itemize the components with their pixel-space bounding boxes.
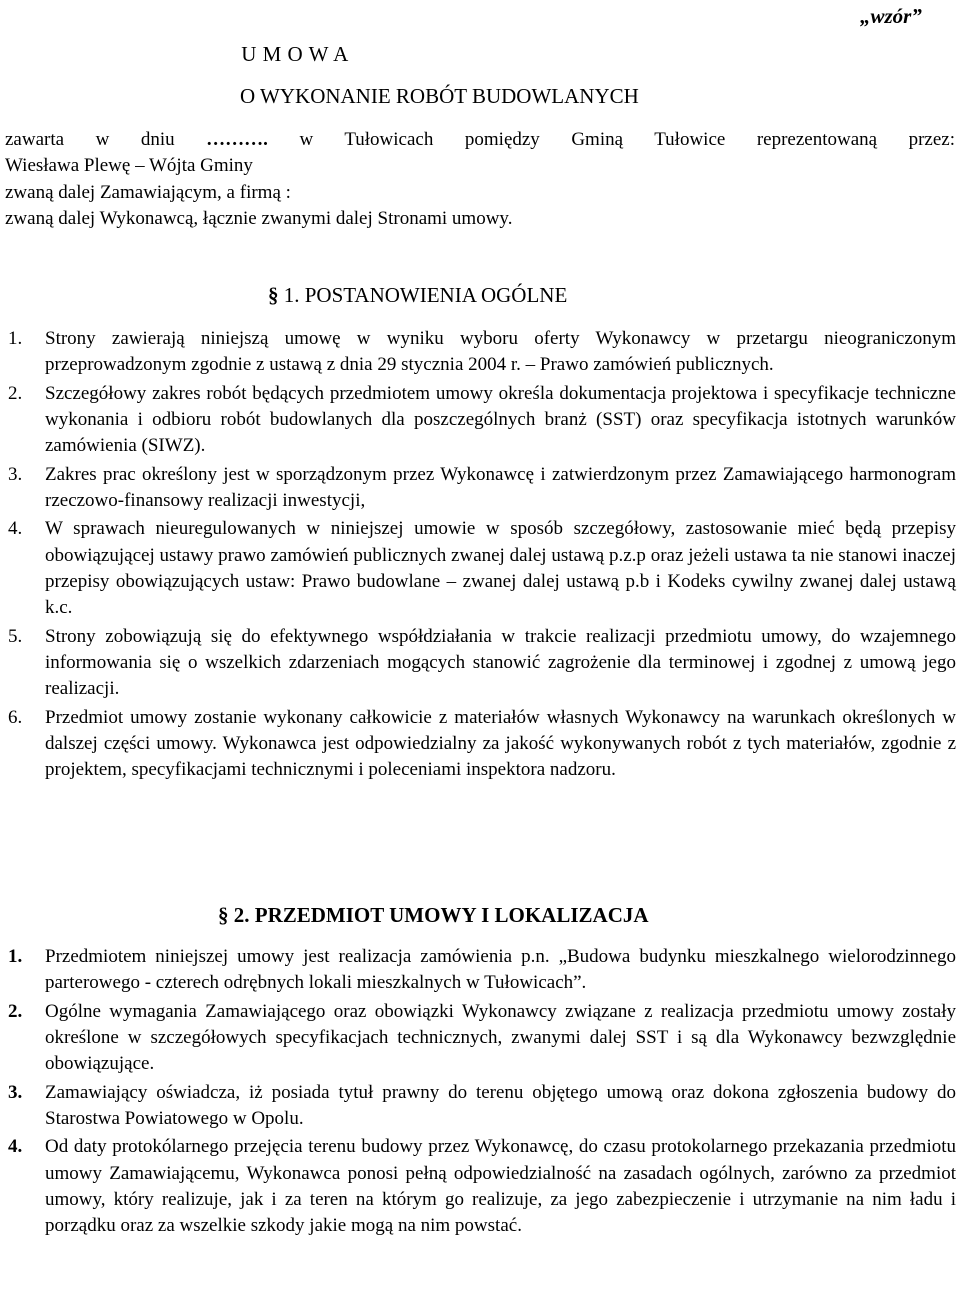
intro-line-1 [5, 127, 955, 153]
item-text: Zakres prac określony jest w sporządzonym przez Wykonawcę i zatwierdzonym przez Zamawiającego harmonogram rzeczowo-finansowy realizacji inwestycji, [45, 463, 956, 511]
intro-line-4: zwaną dalej Wykonawcą, łącznie zwanymi dalej Stronami umowy. [5, 207, 513, 229]
list-item [8, 999, 956, 1078]
item-text: Przedmiotem niniejszej umowy jest realizacja zamówienia p.n. „Budowa budynku mieszkalnego wielorodzinnego parterowego - czterech odrębnych lokali mieszkalnych w Tułowicach”. [45, 946, 956, 994]
item-number: 6. [8, 706, 23, 728]
section-2-list [8, 944, 956, 1242]
paragraph-sign: § [268, 283, 279, 307]
list-item [8, 624, 956, 703]
list-item [8, 326, 956, 379]
contract-intro [5, 127, 955, 232]
list-item [8, 516, 956, 621]
item-text: Szczegółowy zakres robót będących przedmiotem umowy określa dokumentacja projektowa i specyfikacje techniczne wykonania i odbioru robót budowlanych dla poszczególnych branż (SST) oraz specyfikacja istotnych warunków zamówienia (SIWZ). [45, 382, 956, 457]
template-mark: „wzór” [860, 4, 922, 28]
section-1-heading [268, 282, 567, 308]
item-number: 2. [8, 382, 23, 404]
section-2-title: 2. PRZEDMIOT UMOWY I LOKALIZACJA [233, 903, 649, 927]
item-text: Przedmiot umowy zostanie wykonany całkowicie z materiałów własnych Wykonawcy na warunkach określonych w dalszej części umowy. Wykonawca jest odpowiedzialny za jakość wykonywanych robót z tych materiałów, zgodnie z projektem, specyfikacjami technicznymi i poleceniami inspektora nadzoru. [45, 706, 956, 781]
item-number: 2. [8, 1000, 23, 1022]
section-1-title: 1. POSTANOWIENIA OGÓLNE [283, 283, 568, 307]
item-text: Strony zobowiązują się do efektywnego współdziałania w trakcie realizacji przedmiotu umowy, do wzajemnego informowania się o wszelkich zdarzeniach mogących stanowić zagrożenie dla terminowej i zgodnej z umową jego realizacji. [45, 625, 956, 700]
intro-parties: w Tułowicach pomiędzy Gminą Tułowice reprezentowaną przez: [299, 129, 956, 150]
document-title: U M O W A [241, 42, 349, 66]
intro-date-placeholder: ………. [206, 129, 268, 150]
item-number: 4. [8, 1136, 23, 1158]
list-item [8, 1080, 956, 1133]
item-text: Od daty protokólarnego przejęcia terenu budowy przez Wykonawcę, do czasu protokolarnego przekazania przedmiotu umowy Zamawiającemu, Wykonawca ponosi pełną odpowiedzialność na zasadach ogólnych, zarówno za przedmiot umowy, który realizuje, jak i za teren na którym go realizuje, za jego zabezpieczenie i utrzymanie na nim ładu i porządku oraz za wszelkie szkody jakie mogą na nim powstać. [45, 1136, 956, 1237]
item-number: 3. [8, 1081, 23, 1103]
list-item [8, 944, 956, 997]
item-text: Strony zawierają niniejszą umowę w wyniku wyboru oferty Wykonawcy w przetargu nieograniczonym przeprowadzonym zgodnie z ustawą z dnia 29 stycznia 2004 r. – Prawo zamówień publicznych. [45, 328, 956, 376]
list-item [8, 705, 956, 784]
intro-line-3: zwaną dalej Zamawiającym, a firmą : [5, 181, 291, 203]
item-number: 1. [8, 946, 23, 967]
item-text: Ogólne wymagania Zamawiającego oraz obowiązki Wykonawcy związane z realizacja przedmiotu umowy zostały określone w szczegółowych specyfikacjach technicznych, zwanymi dalej SST i są dla Wykonawcy bezwzględnie obowiązujące. [45, 1000, 956, 1075]
item-number: 5. [8, 625, 23, 647]
paragraph-sign: § [218, 903, 229, 927]
item-number: 3. [8, 463, 23, 485]
section-1-list [8, 326, 956, 786]
section-2-heading [218, 902, 649, 928]
intro-line-2: Wiesława Plewę – Wójta Gminy [5, 155, 253, 177]
item-text: Zamawiający oświadcza, iż posiada tytuł prawny do terenu objętego umową oraz dokona zgłoszenia budowy do Starostwa Powiatowego w Opolu. [45, 1081, 956, 1129]
item-text: W sprawach nieuregulowanych w niniejszej umowie w sposób szczegółowy, zastosowanie mieć będą przepisy obowiązującej ustawy prawo zamówień publicznych zwanej dalej ustawą p.z.p oraz jeżeli ustawa ta nie stanowi inaczej przepisy obowiązujących ustaw: Prawo budowlane – zwanej dalej ustawą p.b i Kodeks cywilny zwanej dalej ustawą k.c. [45, 518, 956, 619]
intro-date-prefix: zawarta w dniu [5, 129, 175, 150]
item-number: 4. [8, 518, 23, 540]
list-item [8, 462, 956, 515]
item-number: 1. [8, 328, 23, 349]
list-item [8, 381, 956, 460]
list-item [8, 1134, 956, 1239]
document-subtitle: O WYKONANIE ROBÓT BUDOWLANYCH [240, 84, 639, 108]
